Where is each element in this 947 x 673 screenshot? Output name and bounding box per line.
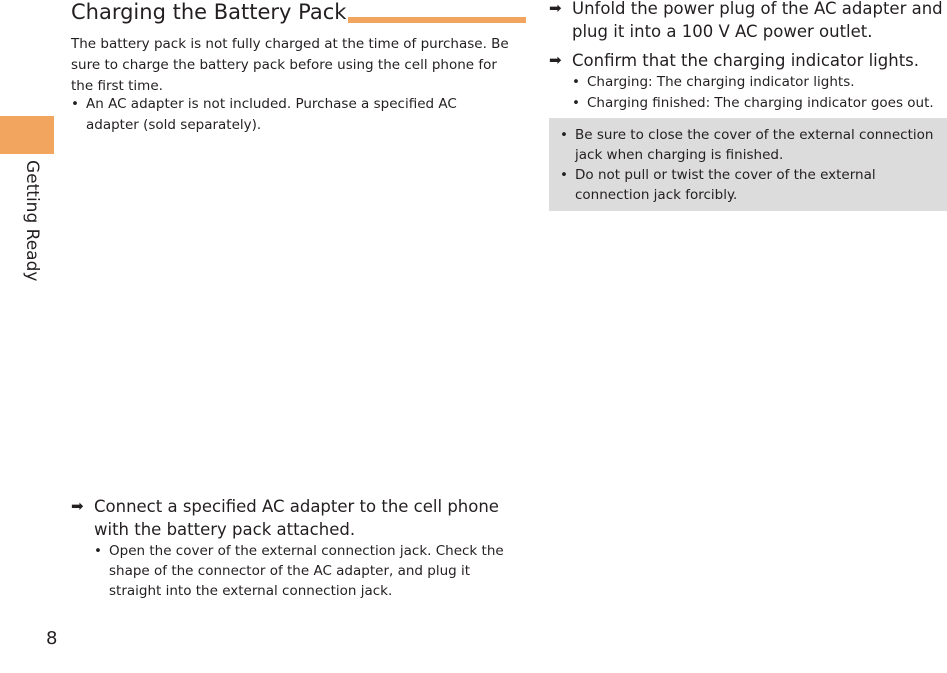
note-text: Charging: The charging indicator lights. bbox=[587, 74, 855, 90]
intro-notes bbox=[71, 94, 511, 136]
bullet-icon: • bbox=[560, 127, 568, 143]
step-connect-notes bbox=[94, 541, 504, 601]
step-text: Connect a specified AC adapter to the cell phone with the battery pack attached. bbox=[94, 497, 499, 539]
note-text: Charging finished: The charging indicator goes out. bbox=[587, 95, 934, 111]
list-item bbox=[560, 165, 945, 205]
section-tab bbox=[0, 116, 54, 154]
list-item bbox=[94, 541, 504, 601]
step-text: Confirm that the charging indicator lights. bbox=[572, 51, 920, 70]
bullet-icon: • bbox=[71, 96, 79, 112]
caution-text: Do not pull or twist the cover of the external connection jack forcibly. bbox=[575, 167, 876, 203]
list-item bbox=[71, 94, 511, 136]
bullet-icon: • bbox=[94, 543, 102, 559]
step-confirm-notes bbox=[572, 72, 947, 114]
step-text: Unfold the power plug of the AC adapter and plug it into a 100 V AC power outlet. bbox=[572, 0, 943, 41]
page-number: 8 bbox=[46, 628, 58, 649]
bullet-icon: • bbox=[572, 74, 580, 90]
list-item bbox=[572, 93, 947, 114]
step-confirm-indicator bbox=[549, 49, 947, 72]
step-connect-adapter bbox=[71, 495, 501, 541]
caution-box bbox=[549, 118, 947, 211]
arrow-right-icon: ➡ bbox=[549, 51, 562, 69]
section-label: Getting Ready bbox=[22, 160, 42, 282]
page-title: Charging the Battery Pack bbox=[71, 0, 347, 24]
list-item bbox=[572, 72, 947, 93]
arrow-right-icon: ➡ bbox=[549, 0, 562, 17]
list-item bbox=[560, 125, 945, 165]
caution-list bbox=[560, 125, 945, 205]
bullet-icon: • bbox=[572, 95, 580, 111]
step-plug-outlet bbox=[549, 0, 947, 43]
bullet-icon: • bbox=[560, 167, 568, 183]
sidebar bbox=[0, 0, 58, 673]
note-text: An AC adapter is not included. Purchase a specified AC adapter (sold separately). bbox=[86, 96, 457, 133]
caution-text: Be sure to close the cover of the external connection jack when charging is finished. bbox=[575, 127, 934, 163]
note-text: Open the cover of the external connection jack. Check the shape of the connector of the AC adapter, and plug it straight into the external connection jack. bbox=[109, 543, 504, 599]
arrow-right-icon: ➡ bbox=[71, 497, 84, 515]
intro-paragraph: The battery pack is not fully charged at the time of purchase. Be sure to charge the battery pack before using the cell phone for the first time. bbox=[71, 36, 509, 94]
